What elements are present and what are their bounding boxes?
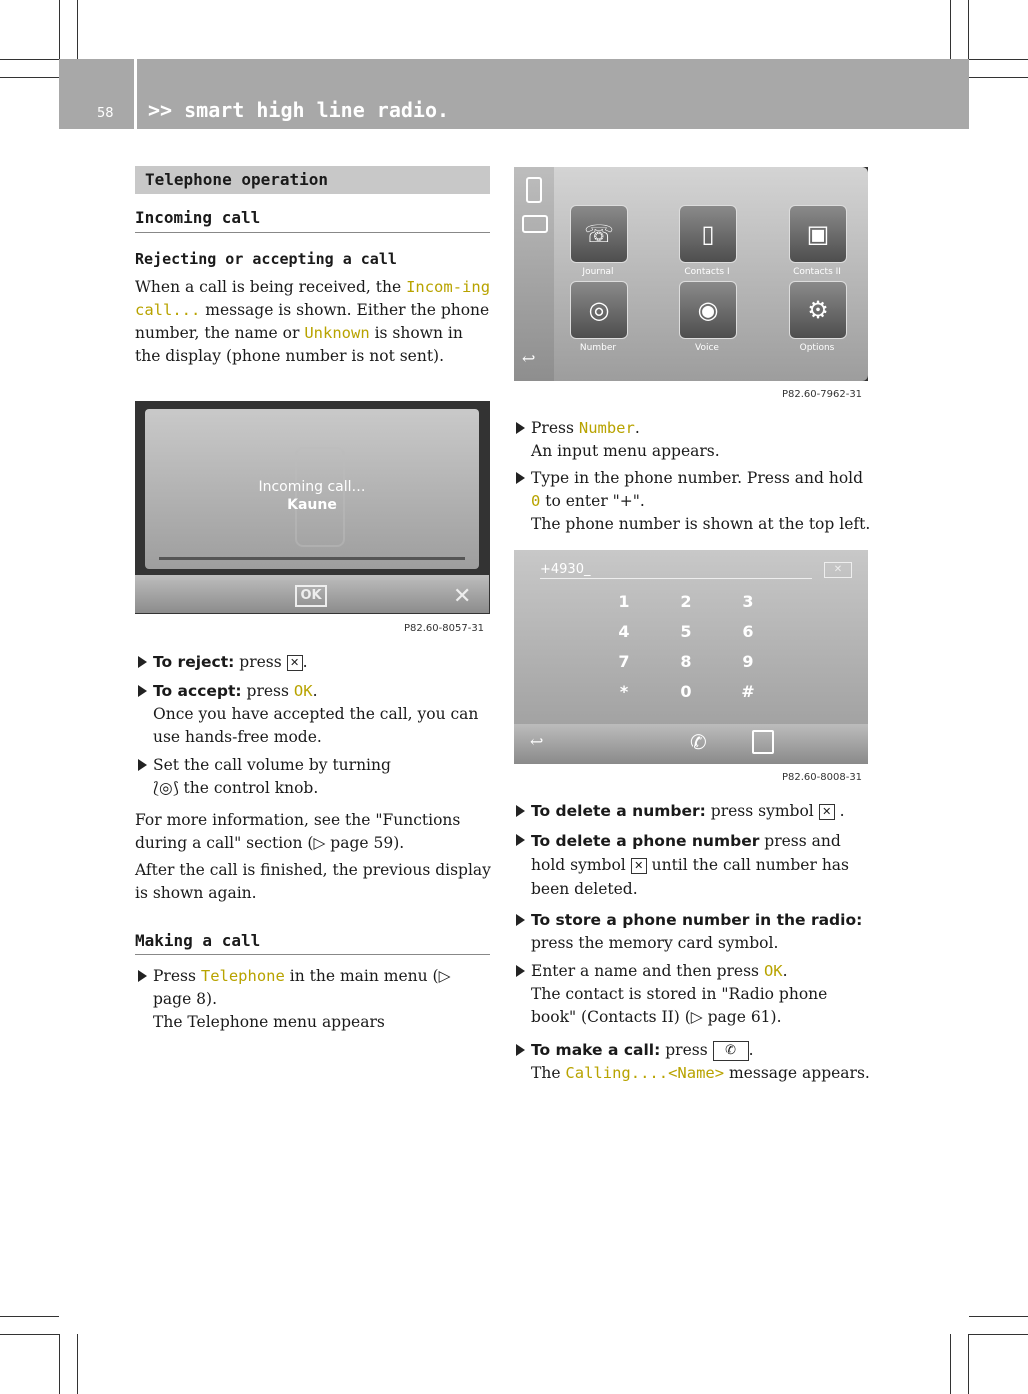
keypad-key[interactable]: 0 [680, 682, 692, 701]
reject-text: press [234, 653, 287, 671]
volume-step [153, 754, 493, 800]
keypad-screenshot [514, 550, 868, 764]
input-appears-text: An input menu appears. [531, 442, 720, 460]
crop-mark [969, 59, 1028, 60]
enter-name-text: Enter a name and then press [531, 962, 764, 980]
control-knob-icon: ⟅◎⟆ [153, 779, 179, 797]
press-end: . [634, 419, 640, 437]
calling-text: The [531, 1064, 566, 1082]
keypad-key[interactable]: 4 [618, 622, 630, 641]
crop-mark [77, 1334, 78, 1394]
intro-paragraph [135, 276, 493, 368]
press-telephone-step [153, 965, 473, 1034]
store-label: To store a phone number in the radio: [531, 911, 863, 929]
page-number: 58 [97, 106, 114, 121]
incoming-call-screenshot [135, 401, 490, 614]
stored-text: The contact is stored in "Radio phone book" (Contacts II) (▷ page 61). [531, 985, 828, 1026]
delete-text: press symbol [705, 802, 819, 820]
store-text: press the memory card symbol. [531, 934, 779, 952]
delete-phone-text: press and hold symbol [531, 832, 841, 874]
calling-text-2: message appears. [724, 1064, 870, 1082]
delete-label: To delete a number: [531, 802, 706, 820]
zero-ui-text: 0 [531, 492, 541, 510]
keypad-key[interactable]: # [741, 682, 755, 701]
bullet-arrow-icon [516, 422, 525, 434]
call-handset-icon[interactable]: ✆ [690, 730, 707, 754]
delete-x-icon: ✕ [819, 804, 835, 820]
press-text: Press [153, 967, 201, 985]
reject-accept-subheading: Rejecting or accepting a call [135, 250, 397, 268]
delete-phone-end: until the call number has been deleted. [531, 856, 849, 898]
ok-ui-text: OK [763, 962, 783, 980]
bullet-arrow-icon [516, 1044, 525, 1056]
keypad-key[interactable]: 9 [742, 652, 754, 671]
delete-phone-step [531, 829, 876, 901]
keypad-key[interactable]: 2 [680, 592, 692, 611]
volume-text-2: the control knob. [178, 779, 319, 797]
delete-x-icon[interactable]: ✕ [824, 562, 852, 578]
tile-label: Contacts I [684, 267, 730, 277]
tile-label: Options [799, 343, 835, 353]
crop-mark [950, 0, 951, 60]
call-handset-icon: ✆ [713, 1041, 749, 1061]
section-title-bar [135, 166, 490, 194]
keypad-key[interactable]: 5 [680, 622, 692, 641]
keypad-key[interactable]: * [619, 682, 629, 701]
progress-line [159, 557, 465, 560]
keypad-key[interactable]: 1 [618, 592, 630, 611]
accept-label: To accept: [153, 682, 242, 700]
after-call-paragraph: After the call is finished, the previous display is shown again. [135, 861, 491, 902]
crop-mark [969, 1316, 1028, 1317]
journal-icon[interactable]: ☏ [570, 205, 628, 263]
radio-icon[interactable] [522, 215, 548, 233]
making-call-heading: Making a call [135, 931, 261, 950]
bullet-arrow-icon [516, 914, 525, 926]
crop-mark [59, 0, 60, 60]
type-number-step [531, 467, 876, 536]
crop-mark [0, 77, 59, 78]
incoming-call-heading: Incoming call [135, 208, 261, 227]
crop-mark [950, 1334, 951, 1394]
tile-label: Journal [582, 267, 614, 277]
figure-caption: P82.60-8008-31 [782, 772, 863, 783]
call-dialog [145, 409, 479, 569]
intro-text: When a call is being received, the [135, 278, 407, 296]
tile-label: Contacts II [793, 267, 841, 277]
press-number-step [531, 417, 871, 463]
menu-appears-text: The Telephone menu appears [153, 1013, 385, 1031]
contacts-radio-icon[interactable]: ▣ [789, 205, 847, 263]
accept-note: Once you have accepted the call, you can use hands-free mode. [153, 705, 479, 746]
enter-end: . [782, 962, 788, 980]
delete-number-step [531, 800, 876, 823]
delete-end: . [839, 802, 845, 820]
crop-mark [59, 1334, 60, 1394]
menu-sidebar [514, 167, 554, 381]
make-call-text: press [660, 1041, 713, 1059]
type-text-2: to enter "+". [540, 492, 645, 510]
delete-x-icon: ✕ [631, 858, 647, 874]
crop-mark [968, 1334, 969, 1394]
keypad-key[interactable]: 7 [618, 652, 630, 671]
bullet-arrow-icon [516, 965, 525, 977]
number-ui-text: Number [578, 419, 635, 437]
more-info-paragraph: For more information, see the "Functions during a call" section (▷ page 59). [135, 811, 461, 852]
delete-phone-label: To delete a phone number [531, 832, 760, 850]
intro-text: is shown in the display (phone number is not sent). [135, 324, 463, 365]
bullet-arrow-icon [138, 970, 147, 982]
incoming-call-label: Incoming call… [258, 479, 366, 495]
accept-text: press [241, 682, 294, 700]
crop-mark [77, 0, 78, 60]
crop-mark [969, 1334, 1028, 1335]
bullet-arrow-icon [516, 472, 525, 484]
incoming-call-ui-text: Incom-ing call... [135, 278, 491, 319]
reject-close-icon[interactable]: ✕ [453, 584, 472, 609]
crop-mark [0, 1334, 59, 1335]
keypad-key[interactable]: 6 [742, 622, 754, 641]
voice-icon[interactable]: ◉ [679, 281, 737, 339]
bullet-arrow-icon [138, 685, 147, 697]
press-text: Press [531, 419, 579, 437]
make-call-step [531, 1039, 876, 1085]
enter-name-step [531, 960, 876, 1029]
delete-x-icon: ✕ [287, 655, 303, 671]
accept-step [153, 680, 493, 749]
contacts-icon[interactable]: ▯ [679, 205, 737, 263]
crop-mark [0, 59, 59, 60]
intro-text: message is shown. Either the phone number, the name or [135, 301, 490, 342]
section-title: Telephone operation [145, 170, 329, 189]
dial-icon[interactable]: ◎ [570, 281, 628, 339]
header-title: >> smart high line radio. [148, 98, 450, 122]
accept-end: . [312, 682, 318, 700]
crop-mark [969, 77, 1028, 78]
telephone-ui-text: Telephone [200, 967, 285, 985]
header-divider [134, 59, 137, 129]
gears-icon[interactable]: ⚙ [789, 281, 847, 339]
input-underline [540, 578, 812, 579]
caller-name: Kaune [287, 497, 337, 513]
reject-step [153, 651, 493, 674]
tile-label: Number [579, 343, 617, 353]
reject-label: To reject: [153, 653, 235, 671]
keypad-key[interactable]: 8 [680, 652, 692, 671]
back-icon[interactable]: ↩ [530, 732, 544, 751]
figure-caption: P82.60-8057-31 [404, 623, 485, 634]
number-input[interactable]: +4930_ [540, 562, 591, 577]
bullet-arrow-icon [516, 805, 525, 817]
bullet-arrow-icon [138, 759, 147, 771]
volume-text: Set the call volume by turning [153, 756, 391, 774]
keypad-key[interactable]: 3 [742, 592, 754, 611]
reject-end: . [302, 653, 308, 671]
bullet-arrow-icon [138, 656, 147, 668]
ok-ui-text: OK [293, 682, 313, 700]
make-call-label: To make a call: [531, 1041, 661, 1059]
heading-rule [135, 954, 490, 955]
memory-card-icon[interactable] [752, 730, 774, 754]
store-number-step [531, 909, 876, 955]
figure-caption: P82.60-7962-31 [782, 389, 863, 400]
bullet-arrow-icon [516, 834, 525, 846]
unknown-ui-text: Unknown [304, 324, 370, 342]
ok-button[interactable]: OK [295, 585, 327, 607]
crop-mark [0, 1316, 59, 1317]
telephone-menu-screenshot [514, 167, 868, 381]
type-text: Type in the phone number. Press and hold [531, 469, 864, 487]
heading-rule [135, 232, 490, 233]
press-rest: in the main menu (▷ page 8). [153, 967, 451, 1008]
tile-label: Voice [695, 343, 719, 353]
make-call-end: . [748, 1041, 754, 1059]
phone-icon[interactable] [526, 177, 542, 203]
shown-top-left-text: The phone number is shown at the top left. [531, 515, 871, 533]
crop-mark [968, 0, 969, 60]
calling-ui-text: Calling....<Name> [565, 1064, 725, 1082]
back-icon[interactable]: ↩ [522, 349, 536, 368]
